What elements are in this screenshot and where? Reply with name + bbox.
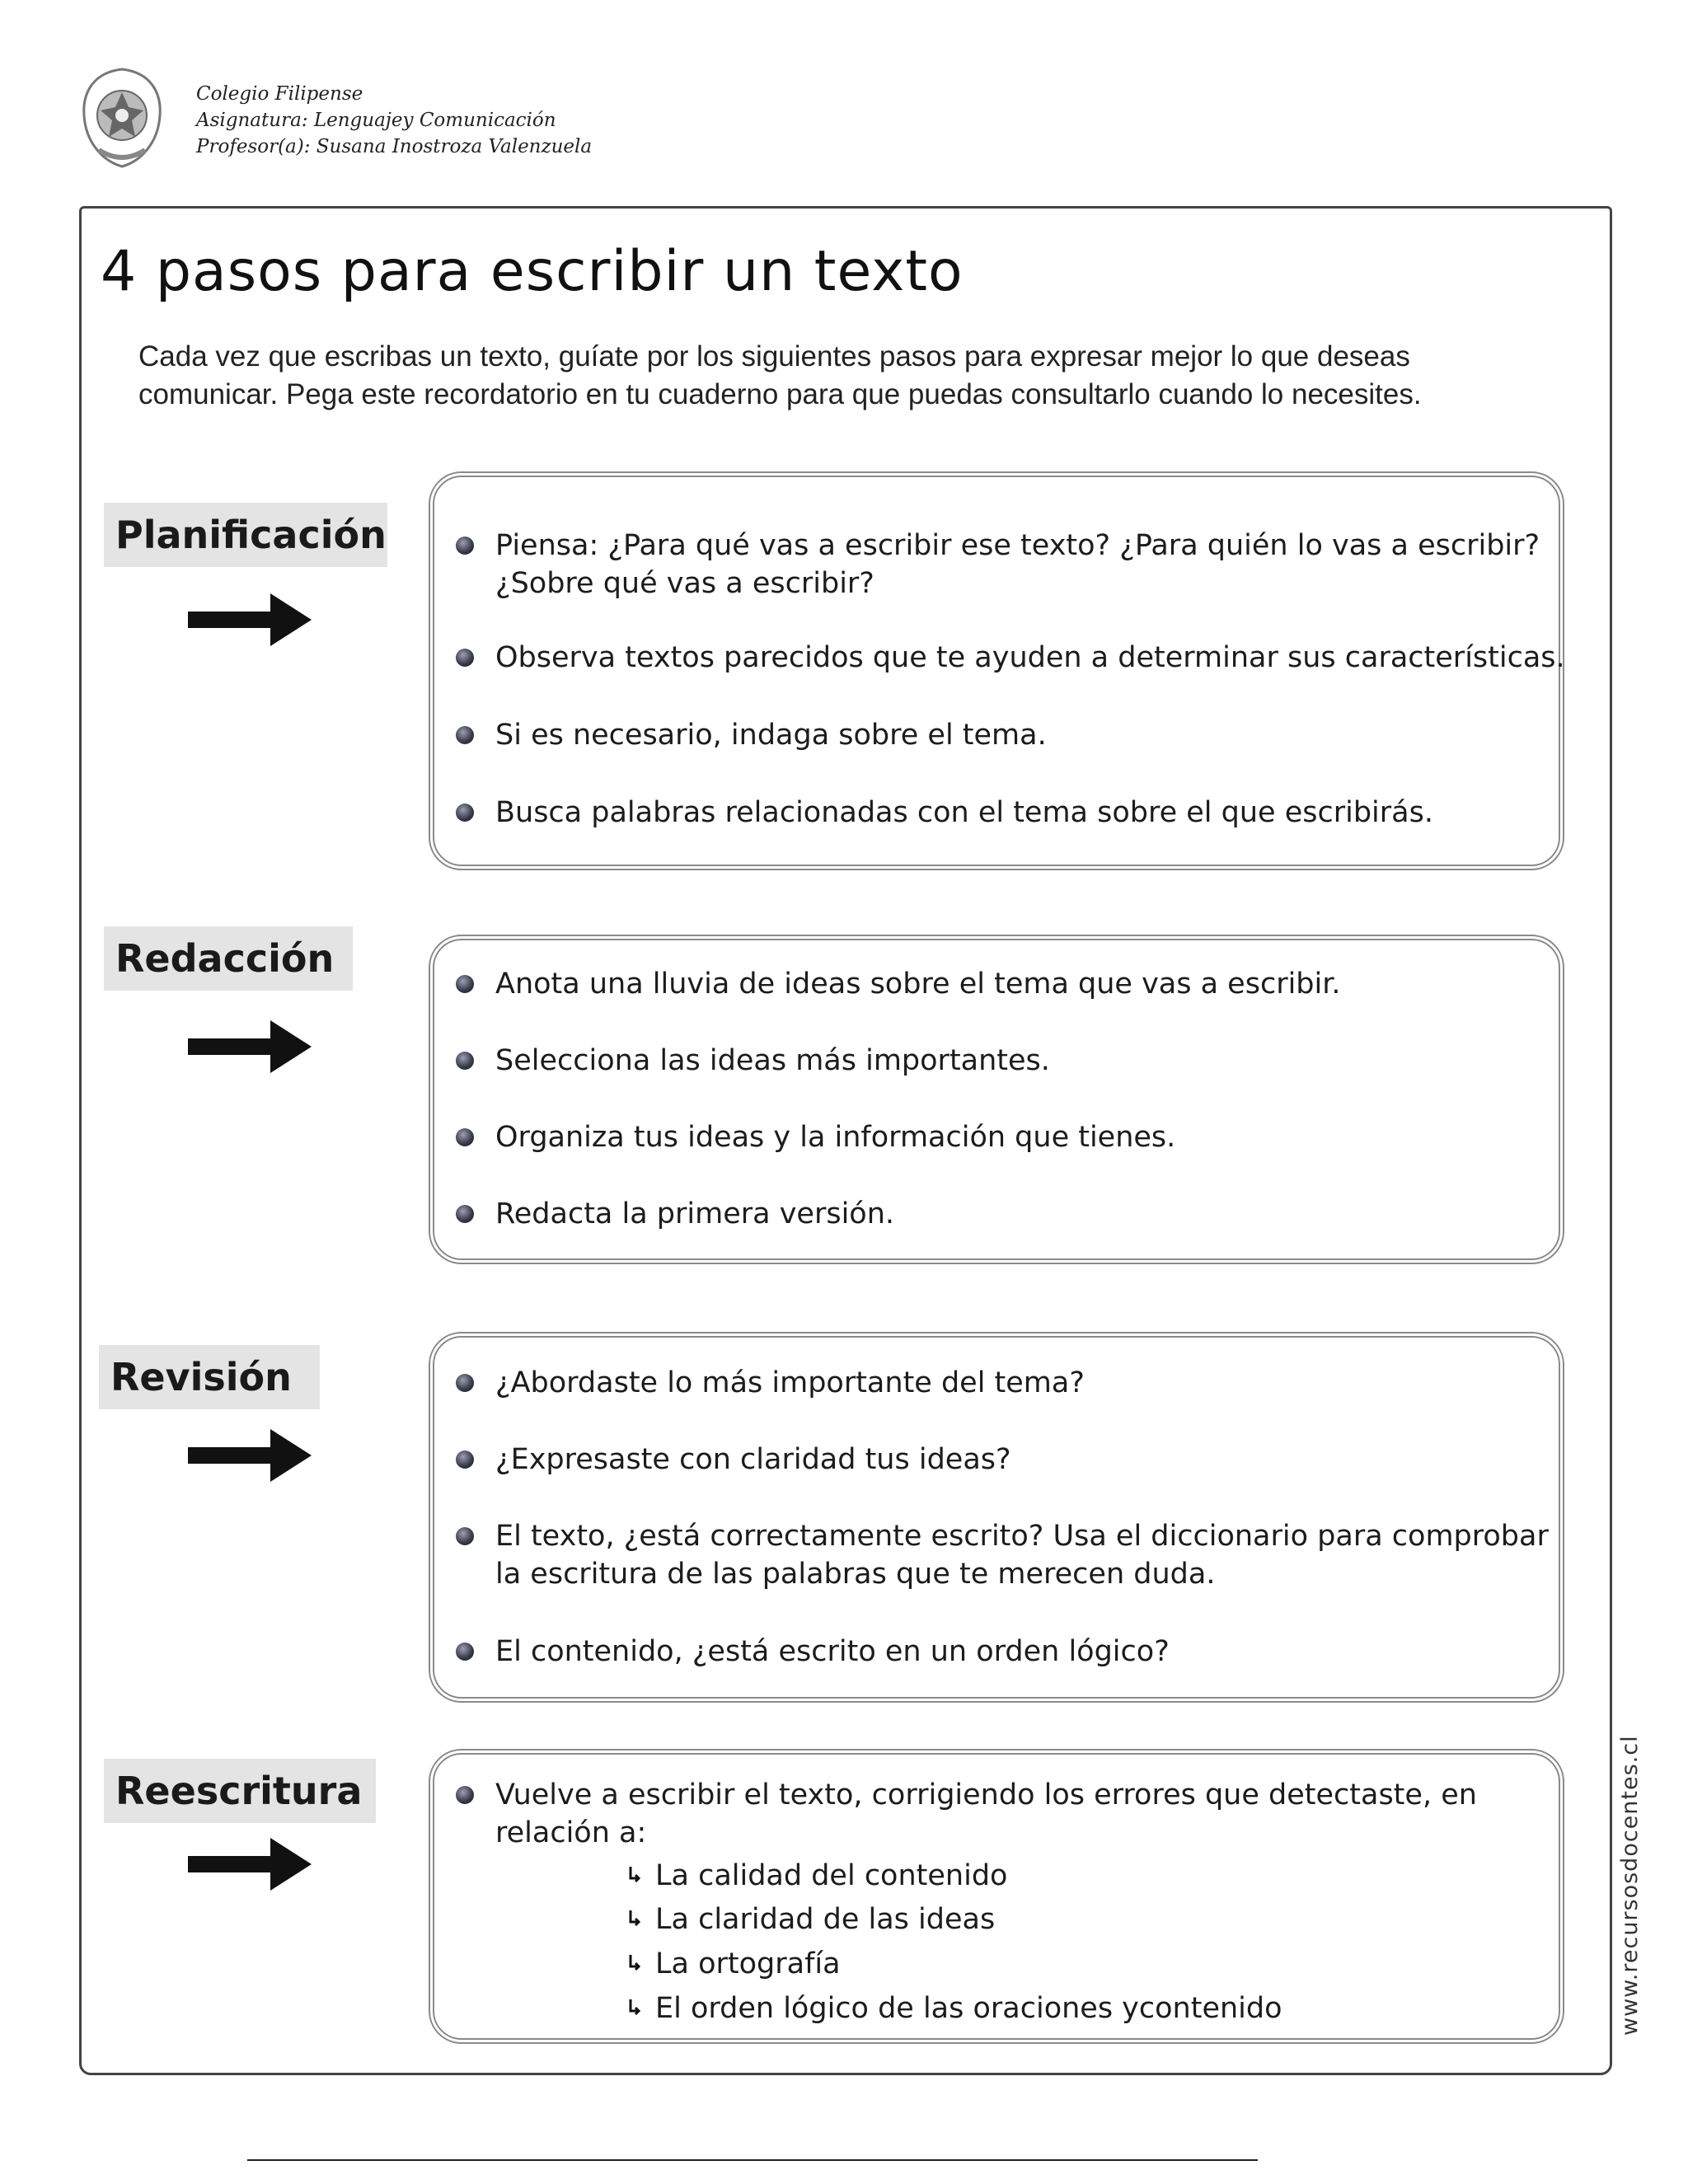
side-watermark-url: www.recursosdocentes.cl — [1617, 1735, 1643, 2036]
intro-line: comunicar. Pega este recordatorio en tu cuaderno para que puedas consultarlo cuando lo necesites. — [138, 378, 1422, 410]
item-line: Observa textos parecidos que te ayuden a determinar sus características. — [495, 641, 1565, 674]
item-line: Redacta la primera versión. — [495, 1197, 895, 1230]
round-bullet-icon — [456, 1205, 474, 1223]
step-label-reescritura: Reescritura — [104, 1759, 376, 1823]
step-label-revision: Revisión — [99, 1345, 320, 1409]
item-line: Vuelve a escribir el texto, corrigiendo los errores que detectaste, en — [495, 1779, 1477, 1811]
right-arrow-icon — [188, 593, 312, 646]
item-line: Anota una lluvia de ideas sobre el tema que vas a escribir. — [495, 968, 1341, 1001]
step-box-planificacion — [429, 471, 1564, 870]
item-line: El contenido, ¿está escrito en un orden lógico? — [495, 1635, 1170, 1668]
teacher-name: Profesor(a): Susana Inostroza Valenzuela — [196, 136, 593, 157]
intro-text — [138, 338, 1573, 414]
sub-item-text: La ortografía — [655, 1947, 841, 1980]
sub-list-item — [655, 1900, 995, 1938]
corner-arrow-icon — [627, 1910, 642, 1929]
item-line: Organiza tus ideas y la información que tienes. — [495, 1121, 1176, 1154]
round-bullet-icon — [456, 726, 474, 744]
item-line: la escritura de las palabras que te merecen duda. — [495, 1558, 1216, 1591]
round-bullet-icon — [456, 1052, 474, 1070]
sub-item-text: El orden lógico de las oraciones ycontenido — [655, 1992, 1282, 2025]
item-line: ¿Expresaste con claridad tus ideas? — [495, 1443, 1011, 1476]
round-bullet-icon — [456, 1643, 474, 1661]
round-bullet-icon — [456, 1374, 474, 1392]
item-line: Piensa: ¿Para qué vas a escribir ese texto? ¿Para quién lo vas a escribir? — [495, 529, 1540, 562]
item-line: relación a: — [495, 1816, 647, 1849]
school-crest-icon — [76, 64, 168, 171]
bottom-rule — [247, 2159, 1258, 2161]
item-line: El texto, ¿está correctamente escrito? Usa el diccionario para comprobar — [495, 1520, 1549, 1553]
item-line: Selecciona las ideas más importantes. — [495, 1044, 1050, 1077]
corner-arrow-icon — [627, 1867, 642, 1885]
round-bullet-icon — [456, 1786, 474, 1804]
step-box-redaccion — [429, 935, 1564, 1264]
corner-arrow-icon — [627, 1999, 642, 2018]
corner-arrow-icon — [627, 1955, 642, 1973]
round-bullet-icon — [456, 537, 474, 555]
subject-name: Asignatura: Lenguajey Comunicación — [196, 110, 556, 131]
item-line: ¿Sobre qué vas a escribir? — [495, 567, 874, 600]
right-arrow-icon — [188, 1838, 312, 1891]
step-label-planificacion: Planificación — [104, 503, 387, 567]
page-title: 4 pasos para escribir un texto — [101, 239, 964, 304]
sub-item-text: La claridad de las ideas — [655, 1903, 996, 1936]
item-line: Si es necesario, indaga sobre el tema. — [495, 719, 1047, 752]
intro-line: Cada vez que escribas un texto, guíate por los siguientes pasos para expresar mejor lo que deseas — [138, 340, 1410, 373]
school-info — [196, 81, 592, 160]
right-arrow-icon — [188, 1429, 312, 1482]
right-arrow-icon — [188, 1020, 312, 1073]
school-name: Colegio Filipense — [196, 83, 363, 105]
sub-list-item — [655, 1945, 841, 1983]
sub-list-item — [655, 1857, 1007, 1895]
round-bullet-icon — [456, 804, 474, 822]
round-bullet-icon — [456, 649, 474, 667]
round-bullet-icon — [456, 1527, 474, 1545]
step-box-revision — [429, 1332, 1564, 1703]
step-label-redaccion: Redacción — [104, 926, 353, 991]
sub-list-item — [655, 1990, 1282, 2027]
item-line: Busca palabras relacionadas con el tema sobre el que escribirás. — [495, 796, 1433, 829]
round-bullet-icon — [456, 975, 474, 993]
round-bullet-icon — [456, 1451, 474, 1469]
item-line: ¿Abordaste lo más importante del tema? — [495, 1366, 1085, 1399]
round-bullet-icon — [456, 1128, 474, 1146]
sub-item-text: La calidad del contenido — [655, 1859, 1008, 1892]
